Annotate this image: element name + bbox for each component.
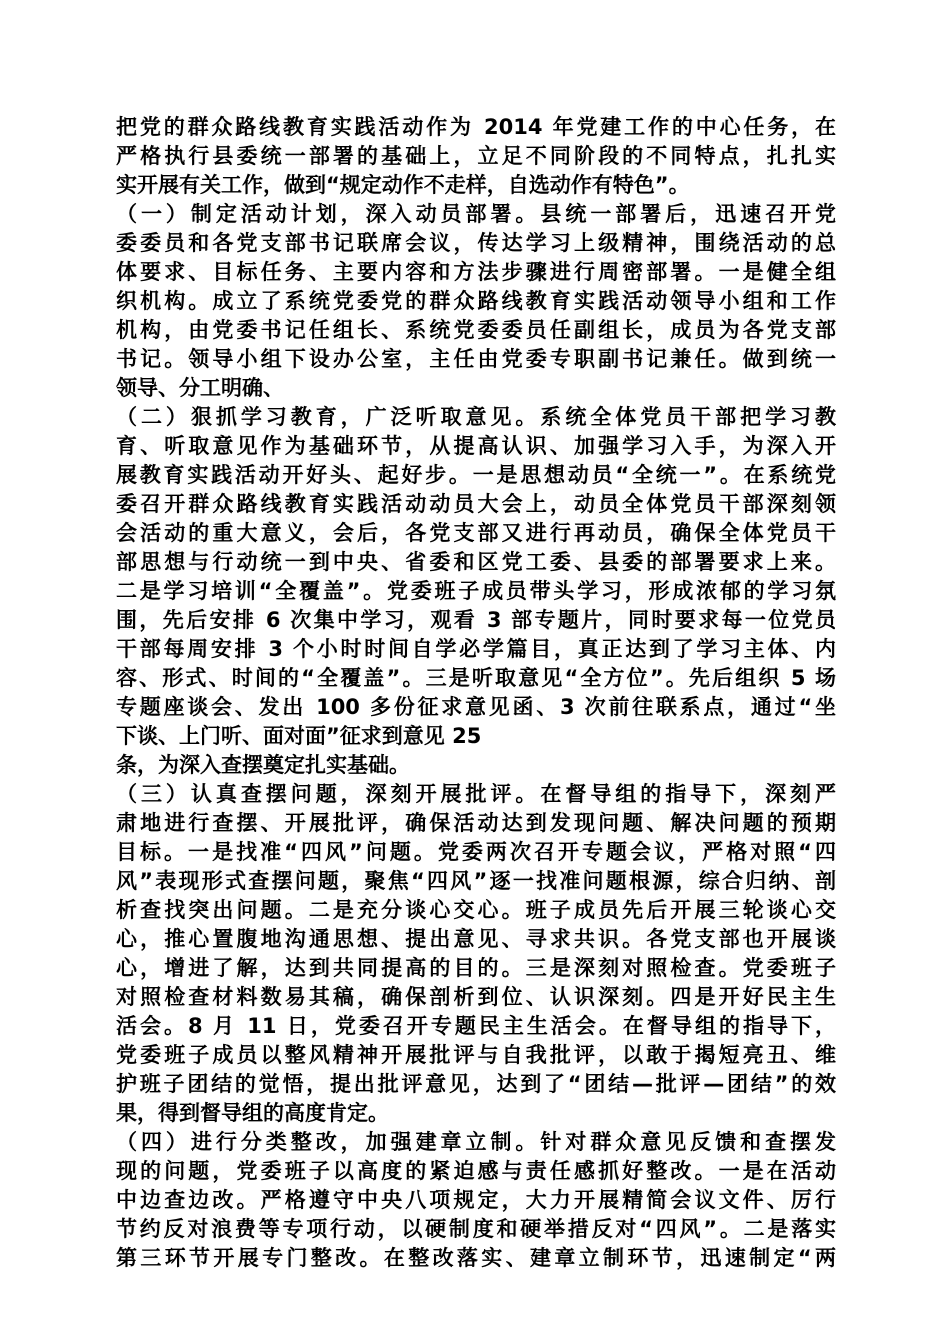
text-line: 下谈、上门听、面对面”征求到意见 25 [116, 724, 482, 748]
text-line: 会活动的重大意义，会后，各党支部又进行再动员，确保全体党员干 [116, 521, 836, 545]
text-line: 委召开群众路线教育实践活动动员大会上，动员全体党员干部深刻领 [116, 492, 836, 516]
text-line: 书记。领导小组下设办公室，主任由党委专职副书记兼任。做到统一 [116, 347, 836, 371]
text-line: 党委班子成员以整风精神开展批评与自我批评，以敢于揭短亮丑、维 [116, 1043, 836, 1067]
text-line: 析查找突出问题。二是充分谈心交心。班子成员先后开展三轮谈心交 [116, 898, 836, 922]
text-line: （四）进行分类整改，加强建章立制。针对群众意见反馈和查摆发 [116, 1130, 836, 1154]
text-line: 护班子团结的觉悟，提出批评意见，达到了“团结—批评—团结”的效 [116, 1072, 836, 1096]
text-line: 育、听取意见作为基础环节，从提高认识、加强学习入手，为深入开 [116, 434, 836, 458]
text-line: 严格执行县委统一部署的基础上，立足不同阶段的不同特点，扎扎实 [116, 144, 836, 168]
text-line: 风”表现形式查摆问题，聚焦“四风”逐一找准问题根源，综合归纳、剖 [116, 869, 836, 893]
text-line: （三）认真查摆问题，深刻开展批评。在督导组的指导下，深刻严 [116, 782, 836, 806]
text-line: 对照检查材料数易其稿，确保剖析到位、认识深刻。四是开好民主生 [116, 985, 836, 1009]
text-line: 目标。一是找准“四风”问题。党委两次召开专题会议，严格对照“四 [116, 840, 836, 864]
text-line: 容、形式、时间的“全覆盖”。三是听取意见“全方位”。先后组织 5 场 [116, 666, 836, 690]
text-line: 心，增进了解，达到共同提高的目的。三是深刻对照检查。党委班子 [116, 956, 836, 980]
text-line: 现的问题，党委班子以高度的紧迫感与责任感抓好整改。一是在活动 [116, 1159, 836, 1183]
text-line: 实开展有关工作，做到“规定动作不走样，自选动作有特色”。 [116, 173, 690, 197]
text-line: 围，先后安排 6 次集中学习，观看 3 部专题片，同时要求每一位党员 [116, 608, 836, 632]
text-line: 肃地进行查摆、开展批评，确保活动达到发现问题、解决问题的预期 [116, 811, 836, 835]
text-line: 条，为深入查摆奠定扎实基础。 [116, 753, 410, 777]
text-line: 把党的群众路线教育实践活动作为 2014 年党建工作的中心任务，在 [116, 115, 836, 139]
text-line: 委委员和各党支部书记联席会议，传达学习上级精神，围绕活动的总 [116, 231, 836, 255]
text-line: 活会。8 月 11 日，党委召开专题民主生活会。在督导组的指导下， [116, 1014, 836, 1038]
text-line: 机构，由党委书记任组长、系统党委委员任副组长，成员为各党支部 [116, 318, 836, 342]
text-line: 中边查边改。严格遵守中央八项规定，大力开展精简会议文件、厉行 [116, 1188, 836, 1212]
text-line: 专题座谈会、发出 100 多份征求意见函、3 次前往联系点，通过“坐 [116, 695, 836, 719]
text-line: 干部每周安排 3 个小时时间自学必学篇目，真正达到了学习主体、内 [116, 637, 836, 661]
text-line: 展教育实践活动开好头、起好步。一是思想动员“全统一”。在系统党 [116, 463, 836, 487]
text-line: 心，推心置腹地沟通思想、提出意见、寻求共识。各党支部也开展谈 [116, 927, 836, 951]
text-line: 领导、分工明确、 [116, 376, 284, 400]
text-line: 织机构。成立了系统党委党的群众路线教育实践活动领导小组和工作 [116, 289, 836, 313]
text-line: 二是学习培训“全覆盖”。党委班子成员带头学习，形成浓郁的学习氛 [116, 579, 836, 603]
text-line: 体要求、目标任务、主要内容和方法步骤进行周密部署。一是健全组 [116, 260, 836, 284]
text-line: 第三环节开展专门整改。在整改落实、建章立制环节，迅速制定“两 [116, 1246, 836, 1270]
body-text [116, 113, 836, 1273]
text-line: （一）制定活动计划，深入动员部署。县统一部署后，迅速召开党 [116, 202, 836, 226]
text-line: （二）狠抓学习教育，广泛听取意见。系统全体党员干部把学习教 [116, 405, 836, 429]
text-line: 果，得到督导组的高度肯定。 [116, 1101, 389, 1125]
text-line: 节约反对浪费等专项行动，以硬制度和硬举措反对“四风”。二是落实 [116, 1217, 836, 1241]
text-line: 部思想与行动统一到中央、省委和区党工委、县委的部署要求上来。 [116, 550, 836, 574]
